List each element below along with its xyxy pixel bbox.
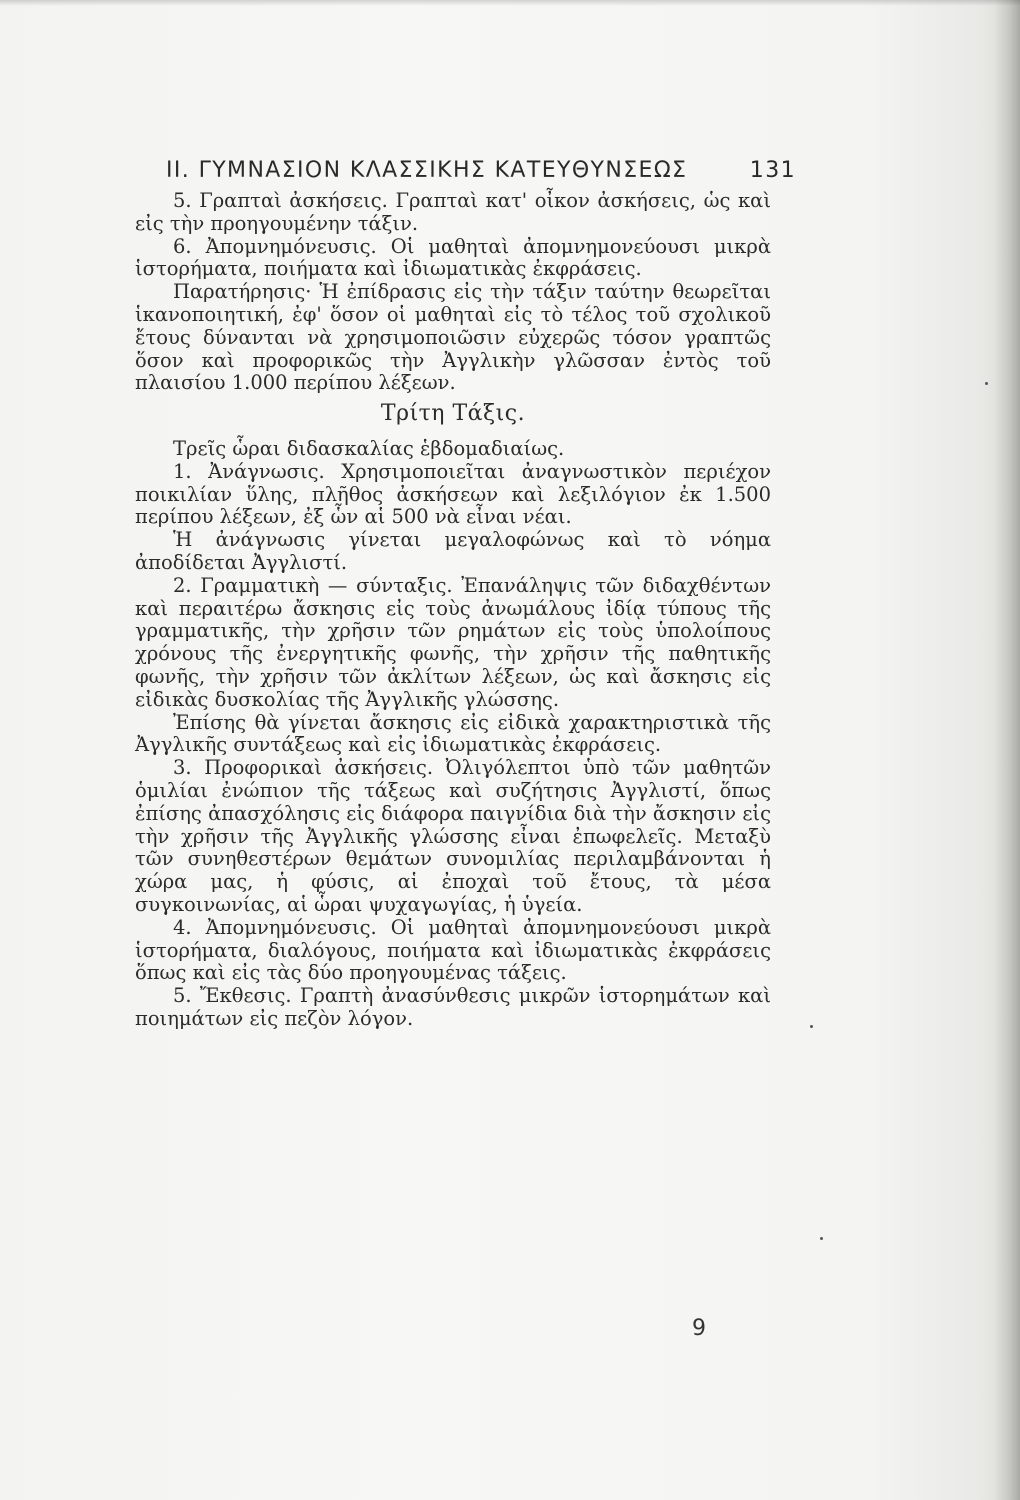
paragraph-memorization: 6. Ἀπομνημόνευσις. Οἱ μαθηταὶ ἀπομνημονεύουσι μικρὰ ἱστορήματα, ποιήματα καὶ ἰδιωματικὰς ἐκφράσεις. [135,234,771,281]
paragraph-composition: 5. Ἔκθεσις. Γραπτὴ ἀνασύνθεσις μικρῶν ἱστορημάτων καὶ ποιημάτων εἰς πεζὸν λόγον. [135,984,771,1030]
print-speck [810,1025,813,1028]
print-speck [820,1237,823,1240]
page-top-edge [0,0,1020,6]
paragraph-written-exercises: 5. Γραπταὶ ἀσκήσεις. Γραπταὶ κατ' οἶκον ἀσκήσεις, ὡς καὶ εἰς τὴν προηγουμένην τάξιν. [135,189,771,235]
header-page-number: 131 [749,158,796,183]
section-title: Τρίτη Τάξις. [380,401,526,427]
page-binding-shadow [994,0,1020,1500]
header-title: ΙΙ. ΓΥΜΝΑΣΙΟΝ ΚΛΑΣΣΙΚΗΣ ΚΑΤΕΥΘΥΝΣΕΩΣ [166,158,688,183]
paragraph-weekly-hours: Τρεῖς ὧραι διδασκαλίας ἑβδομαδιαίως. [173,436,565,460]
page-body [135,190,771,1031]
paragraph-oral-exercises: 3. Προφορικαὶ ἀσκήσεις. Ὀλιγόλεπτοι ὑπὸ τῶν μαθητῶν ὁμιλίαι ἐνώπιον τῆς τάξεως καὶ συζήτησις Ἀγγλιστί, ὅπως ἐπίσης ἀπασχόλησις εἰς διάφορα παιγνίδια διὰ τὴν ἄσκησιν εἰς τὴν χρῆσιν τῆς Ἀγγλικῆς γλώσσης εἶναι ἐπωφελεῖς. Μεταξὺ τῶν συνηθεστέρων θεμάτων συνομιλίας περιλαμβάνονται ἡ χώρα μας, ἡ φύσις, αἱ ἐποχαὶ τοῦ ἔτους, τὰ μέσα συγκοινωνίας, αἱ ὧραι ψυχαγωγίας, ἡ ὑγεία. [135,756,771,916]
print-speck [985,382,988,385]
signature-mark: 9 [692,1316,706,1341]
paragraph-reading: 1. Ἀνάγνωσις. Χρησιμοποιεῖται ἀναγνωστικὸν περιέχον ποικιλίαν ὕλης, πλῆθος ἀσκήσεων καὶ λεξιλόγιον ἐκ 1.500 περίπου λέξεων, ἐξ ὧν αἱ 500 νὰ εἶναι νέαι. [135,459,771,529]
paragraph-grammar: 2. Γραμματικὴ — σύνταξις. Ἐπανάληψις τῶν διδαχθέντων καὶ περαιτέρω ἄσκησις εἰς τοὺς ἀνωμάλους ἰδίᾳ τύπους τῆς γραμματικῆς, τὴν χρῆσιν τῶν ρημάτων εἰς τοὺς ὑπολοίπους χρόνους τῆς ἐνεργητικῆς φωνῆς, τὴν χρῆσιν τῆς παθητικῆς φωνῆς, τὴν χρῆσιν τῶν ἀκλίτων λέξεων, ὡς καὶ ἄσκησις εἰς εἰδικὰς δυσκολίας τῆς Ἀγγλικῆς γλώσσης. [135,573,771,711]
running-header [166,158,796,183]
paragraph-also: Ἐπίσης θὰ γίνεται ἄσκησις εἰς εἰδικὰ χαρακτηριστικὰ τῆς Ἀγγλικῆς συντάξεως καὶ εἰς ἰδιωματικὰς ἐκφράσεις. [135,710,771,757]
paragraph-reading-aloud: Ἡ ἀνάγνωσις γίνεται μεγαλοφώνως καὶ τὸ νόημα ἀποδίδεται Ἀγγλιστί. [135,528,771,574]
paragraph-remark: Παρατήρησις· Ἡ ἐπίδρασις εἰς τὴν τάξιν ταύτην θεωρεῖται ἱκανοποιητική, ἐφ' ὅσον οἱ μαθηταὶ εἰς τὸ τέλος τοῦ σχολικοῦ ἔτους δύνανται νὰ χρησιμοποιῶσιν εὐχερῶς τόσον γραπτῶς ὅσον καὶ προφορικῶς τὴν Ἀγγλικὴν γλῶσσαν ἐντὸς τοῦ πλαισίου 1.000 περίπου λέξεων. [135,280,771,395]
paragraph-memorization-2: 4. Ἀπομνημόνευσις. Οἱ μαθηταὶ ἀπομνημονεύουσι μικρὰ ἱστορήματα, διαλόγους, ποιήματα καὶ ἰδιωματικὰς ἐκφράσεις ὅπως καὶ εἰς τὰς δύο προηγουμένας τάξεις. [135,915,771,985]
